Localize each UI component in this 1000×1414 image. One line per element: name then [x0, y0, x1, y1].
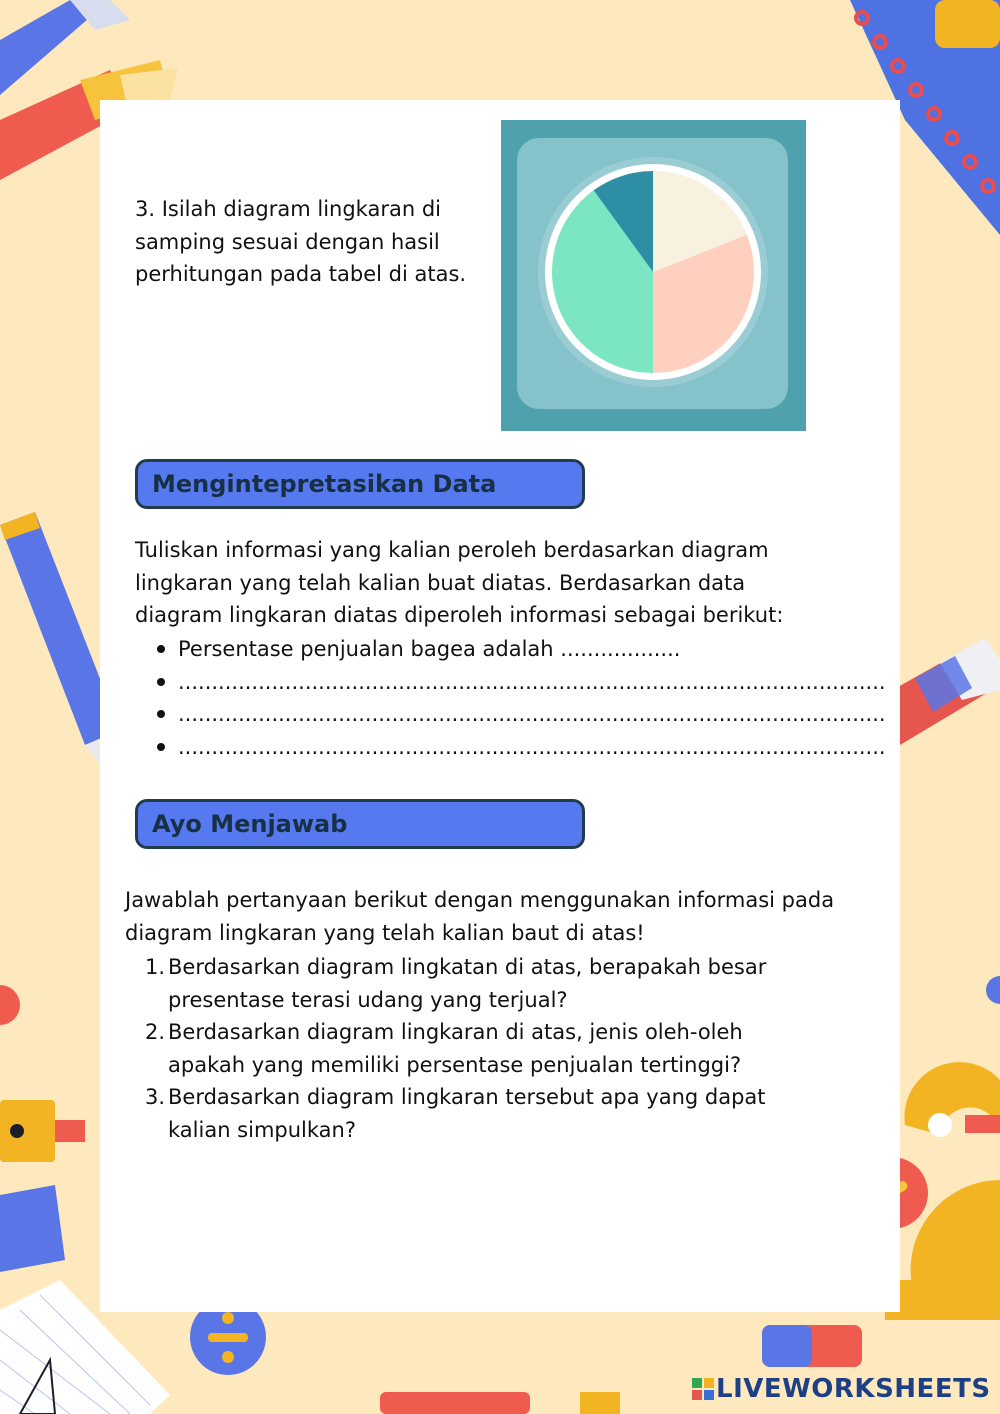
question-3-text: 3. Isilah diagram lingkaran di samping sesuai dengan hasil perhitungan pada tabel di atas. [135, 197, 467, 286]
question-number: 2. [145, 1020, 166, 1044]
section-interpret-banner: Mengintepretasikan Data [135, 459, 585, 509]
bullet-item-text[interactable]: .......................................................................................................... [178, 702, 886, 726]
question-text: Berdasarkan diagram lingkaran tersebut apa yang dapat kalian simpulkan? [168, 1085, 766, 1142]
question-text: Berdasarkan diagram lingkatan di atas, berapakah besar presentase terasi udang yang terjual? [168, 955, 767, 1012]
section-answer-banner: Ayo Menjawab [135, 799, 585, 849]
bullet-item-text[interactable]: .......................................................................................................... [178, 734, 886, 759]
ruler-strip-illustration [380, 1392, 530, 1414]
question-number: 1. [145, 955, 166, 979]
bullet-item-text[interactable]: Persentase penjualan bagea adalah .................. [178, 637, 681, 661]
bullet-item [155, 633, 681, 666]
bullet-item-text[interactable]: .......................................................................................................... [178, 669, 886, 694]
question-text: Berdasarkan diagram lingkaran di atas, jenis oleh-oleh apakah yang memiliki persentase penjualan tertinggi? [168, 1020, 743, 1077]
bullet-item [155, 698, 886, 731]
pie-chart [501, 120, 806, 431]
bullet-dot [157, 710, 165, 718]
watermark-text: LIVEWORKSHEETS [716, 1374, 991, 1404]
question-list [145, 951, 825, 1146]
question-item [145, 951, 825, 1016]
bullet-item [155, 731, 886, 764]
bullet-item [155, 666, 886, 699]
interpret-bullet-list [155, 633, 886, 763]
bullet-dot [157, 678, 165, 686]
question-item [145, 1016, 825, 1081]
question-number: 3. [145, 1085, 166, 1109]
liveworksheets-logo-icon [692, 1378, 714, 1400]
bullet-dot [157, 645, 165, 653]
bullet-dot [157, 743, 165, 751]
question-item [145, 1081, 825, 1146]
pie-slices [552, 171, 754, 373]
clip-illustration [580, 1392, 620, 1414]
section-answer-paragraph: Jawablah pertanyaan berikut dengan menggunakan informasi pada diagram lingkaran yang telah kalian baut di atas! [125, 888, 835, 945]
section-interpret-paragraph: Tuliskan informasi yang kalian peroleh berdasarkan diagram lingkaran yang telah kalian buat diatas. Berdasarkan data diagram lingkaran diatas diperoleh informasi sebagai berikut: [135, 538, 784, 627]
liveworksheets-watermark [692, 1371, 991, 1407]
pie-chart-panel [501, 120, 806, 431]
sharpener-illustration-left [0, 985, 85, 1272]
